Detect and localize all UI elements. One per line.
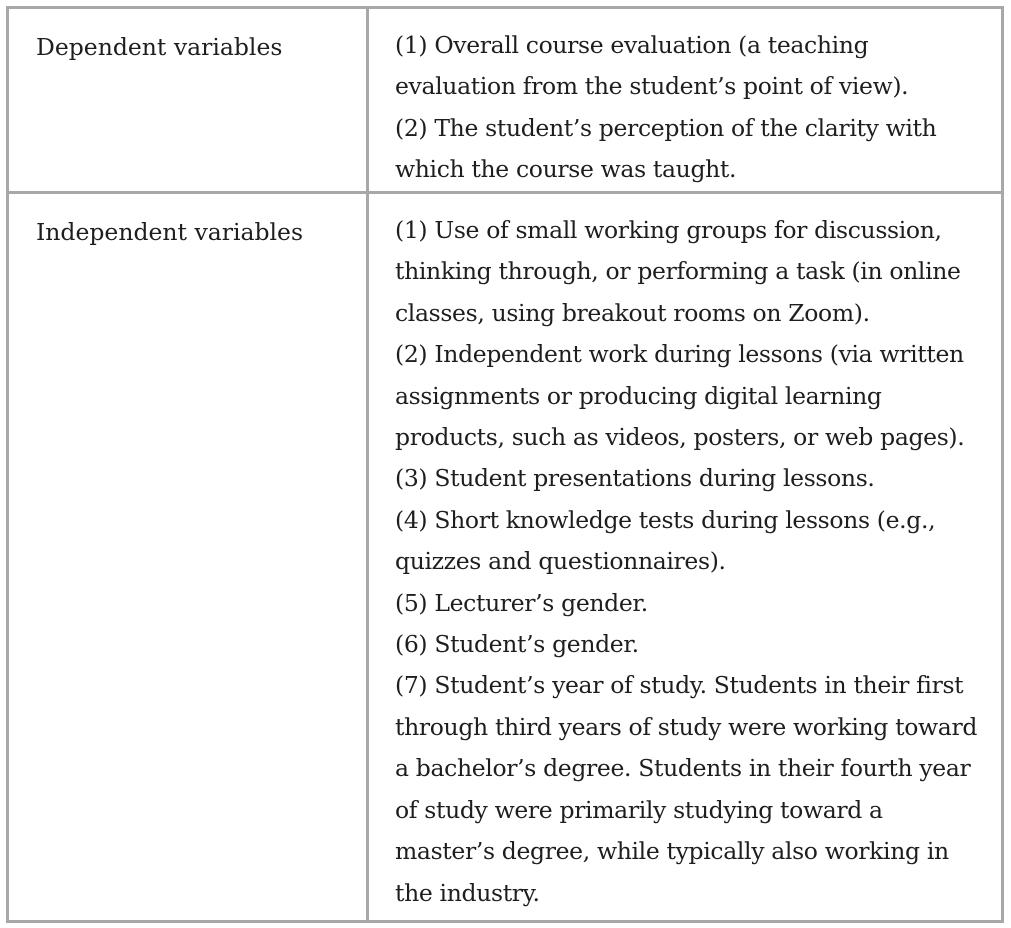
row-label-cell xyxy=(8,8,368,193)
description-line: thinking through, or performing a task (in online xyxy=(395,257,961,286)
description-line: which the course was taught. xyxy=(395,155,737,184)
description-line: (3) Student presentations during lessons. xyxy=(395,464,875,493)
row-description-cell xyxy=(368,8,1003,193)
description-line: classes, using breakout rooms on Zoom). xyxy=(395,298,870,327)
description-line: (1) Overall course evaluation (a teaching xyxy=(395,31,869,59)
description-line: (2) The student’s perception of the clarity with xyxy=(395,113,937,142)
description-line: (7) Student’s year of study. Students in their first xyxy=(395,671,964,700)
description-line: quizzes and questionnaires). xyxy=(395,547,726,576)
row-label: Independent variables xyxy=(36,218,304,246)
description-line: master’s degree, while typically also working in xyxy=(395,837,949,866)
variables-table xyxy=(6,6,1004,923)
description-line: evaluation from the student’s point of view). xyxy=(395,72,909,101)
description-line: assignments or producing digital learning xyxy=(395,381,882,410)
table-row-dependent-variables xyxy=(8,8,1003,193)
description-line: of study were primarily studying toward a xyxy=(395,795,883,824)
description-line: (4) Short knowledge tests during lessons (e.g., xyxy=(395,505,936,534)
row-label-cell xyxy=(8,193,368,922)
description-line: (2) Independent work during lessons (via written xyxy=(395,340,964,369)
description-line: (5) Lecturer’s gender. xyxy=(395,588,648,617)
description-line: a bachelor’s degree. Students in their fourth year xyxy=(395,754,971,783)
row-description-cell xyxy=(368,193,1003,922)
description-line: products, such as videos, posters, or web pages). xyxy=(395,423,965,452)
row-label: Dependent variables xyxy=(36,33,283,61)
description-line: through third years of study were working toward xyxy=(395,712,978,741)
description-line: (1) Use of small working groups for discussion, xyxy=(395,216,942,244)
description-line: the industry. xyxy=(395,878,540,907)
description-line: (6) Student’s gender. xyxy=(395,630,639,659)
table-row-independent-variables xyxy=(8,193,1003,922)
